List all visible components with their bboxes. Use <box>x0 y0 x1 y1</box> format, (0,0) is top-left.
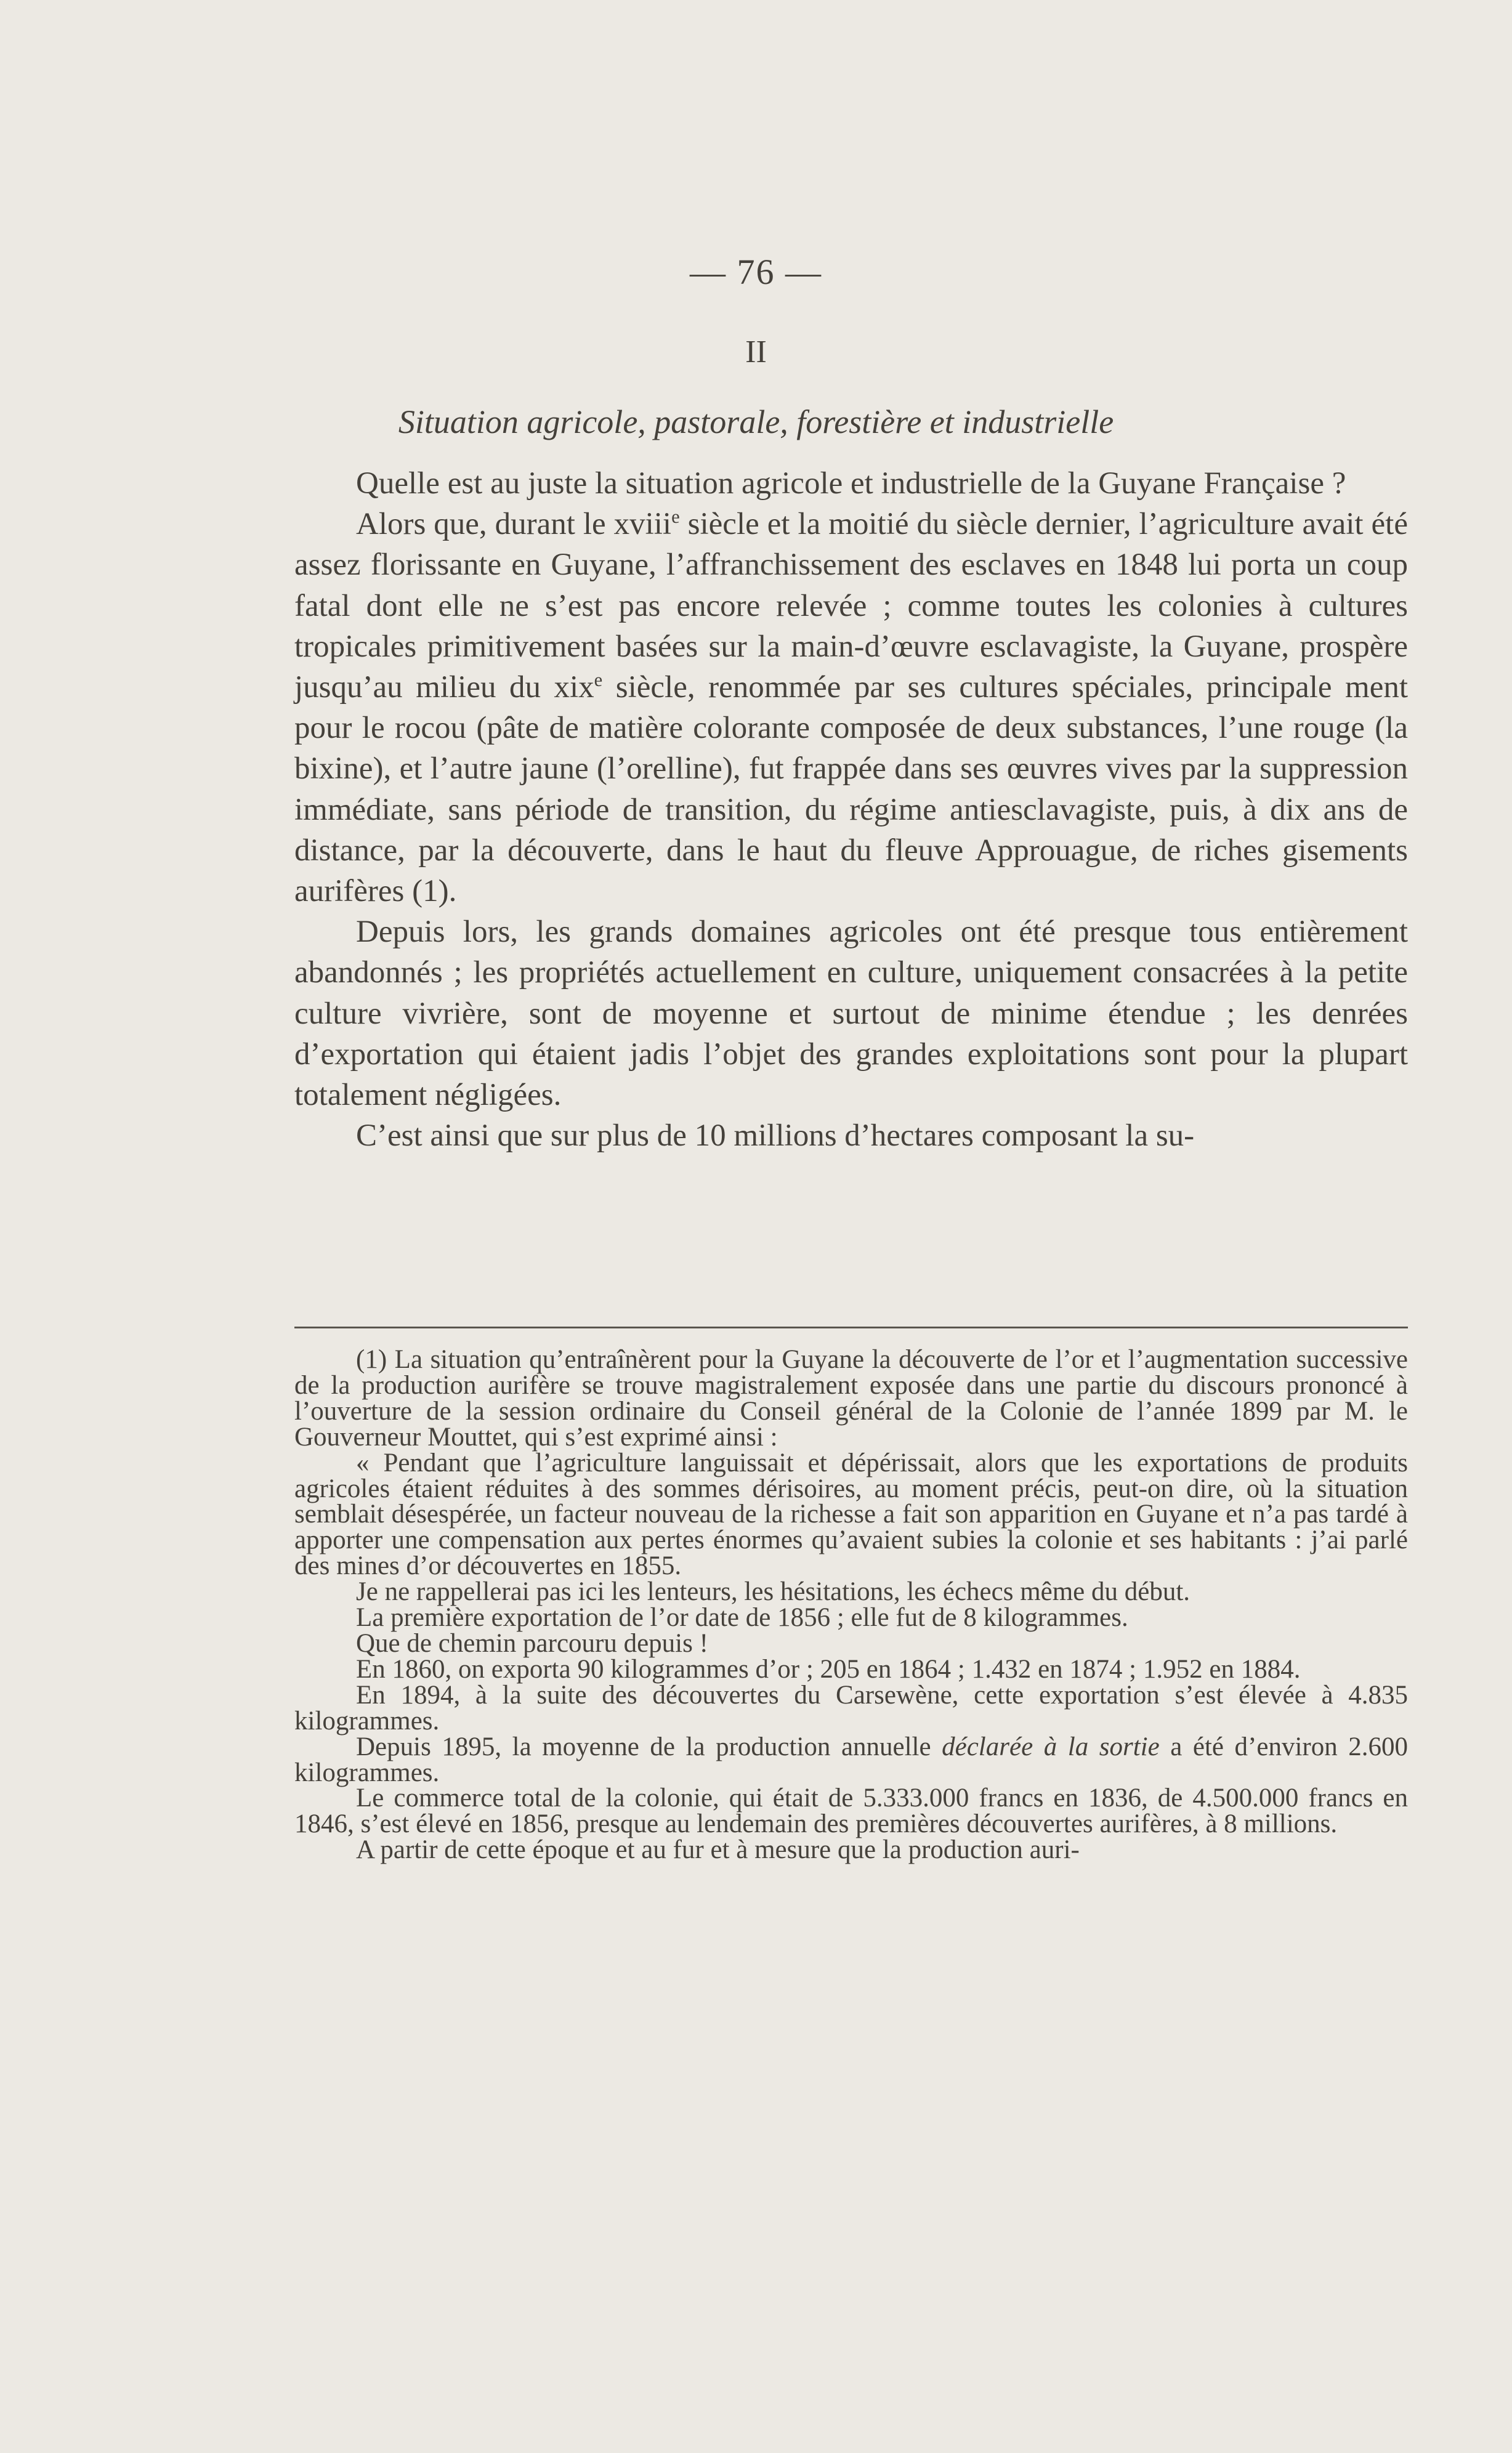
paragraph-2-part-c: siècle, renommée par ses cultures spéciales, principale ment pour le rocou (pâte de matière colorante composée de deux substances, l’une rouge (la bixine), et l’autre jaune (l’orelline), fut frappée dans ses œuvres vives par la suppression immédiate, sans période de transition, du régime antiesclavagiste, puis, à dix ans de distance, par la découverte, dans le haut du fleuve Approuague, de riches gisements aurifères (1). <box>294 670 1409 909</box>
page-number: — 76 — <box>690 252 822 292</box>
paragraph-2-part-a: Alors que, durant le xviii <box>356 507 672 542</box>
footnote-quote-9: A partir de cette époque et au fur et à mesure que la production auri- <box>356 1835 1080 1865</box>
footnote-quote-5: En 1860, on exporta 90 kilogrammes d’or ; 205 en 1864 ; 1.432 en 1874 ; 1.952 en 1884. <box>356 1654 1301 1684</box>
footnote-quote-7-part-a: Depuis 1895, la moyenne de la production annuelle <box>356 1732 942 1761</box>
superscript-e: e <box>671 506 680 528</box>
footnote-quote-7-part-b: a été d’environ 2.600 kilogrammes. <box>294 1732 1409 1787</box>
footnote-quote-1: « Pendant que l’agriculture languissait et dépérissait, alors que les exportations de produits agricoles étaient réduites à des sommes dérisoires, au moment précis, peut-on dire, où la situation semblait désespérée, un facteur nouveau de la richesse a fait son apparition en Guyane et n’a pas tardé à apporter une compensation aux pertes énormes qu’avaient subies la colonie et ses habitants : j’ai parlé des mines d’or découvertes en 1855. <box>294 1448 1408 1581</box>
footnote-quote-7-emphasis: déclarée à la sortie <box>942 1732 1160 1761</box>
section-title: Situation agricole, pastorale, forestière et industrielle <box>398 403 1114 440</box>
footnote-quote-8: Le commerce total de la colonie, qui était de 5.333.000 francs en 1836, de 4.500.000 francs en 1846, s’est élevé en 1856, presque au lendemain des premières découvertes aurifères, à 8 millions. <box>294 1784 1408 1839</box>
footnote-quote-3: La première exportation de l’or date de 1856 ; elle fut de 8 kilogrammes. <box>356 1603 1128 1633</box>
paragraph-2-part-b: siècle et la moitié du siècle dernier, l’agriculture avait été assez florissante en Guyane, l’affranchissement des esclaves en 1848 lui porta un coup fatal dont elle ne s’est pas encore relevée ; comme toutes les colonies à cultures tropicales primitivement basées sur la main-d’œuvre esclavagiste, la Guyane, prospère jusqu’au milieu du xix <box>294 507 1408 705</box>
footnotes <box>294 1347 1408 1863</box>
section-number: II <box>745 334 767 370</box>
paragraph-1: Quelle est au juste la situation agricole et industrielle de la Guyane Française ? <box>356 466 1346 501</box>
paragraph-4: C’est ainsi que sur plus de 10 millions d’hectares composant la su- <box>356 1118 1195 1154</box>
footnote-quote-4: Que de chemin parcouru depuis ! <box>356 1628 708 1658</box>
footnote-rule <box>294 1327 1408 1328</box>
footnote-quote-2: Je ne rappellerai pas ici les lenteurs, les hésitations, les échecs même du début. <box>356 1577 1191 1607</box>
superscript-e: e <box>594 669 603 691</box>
footnote-quote-6: En 1894, à la suite des découvertes du Carsewène, cette exportation s’est élevée à 4.835 kilogrammes. <box>294 1680 1408 1736</box>
paragraph-3: Depuis lors, les grands domaines agricoles ont été presque tous entièrement abandonnés ; les propriétés actuellement en culture, uniquement consacrées à la petite culture vivrière, sont de moyenne et surtout de minime étendue ; les denrées d’exportation qui étaient jadis l’objet des grandes exploitations sont pour la plupart totalement négligées. <box>294 915 1408 1113</box>
footnote-1: (1) La situation qu’entraînèrent pour la Guyane la découverte de l’or et l’augmentation successive de la production aurifère se trouve magistralement exposée dans une partie du discours prononcé à l’ouverture de la session ordinaire du Conseil général de la Colonie de l’année 1899 par M. le Gouverneur Mouttet, qui s’est exprimé ainsi : <box>294 1345 1408 1452</box>
body-text <box>294 463 1408 1156</box>
footnote-quote-7 <box>294 1734 1408 1786</box>
paragraph-2 <box>294 504 1408 911</box>
